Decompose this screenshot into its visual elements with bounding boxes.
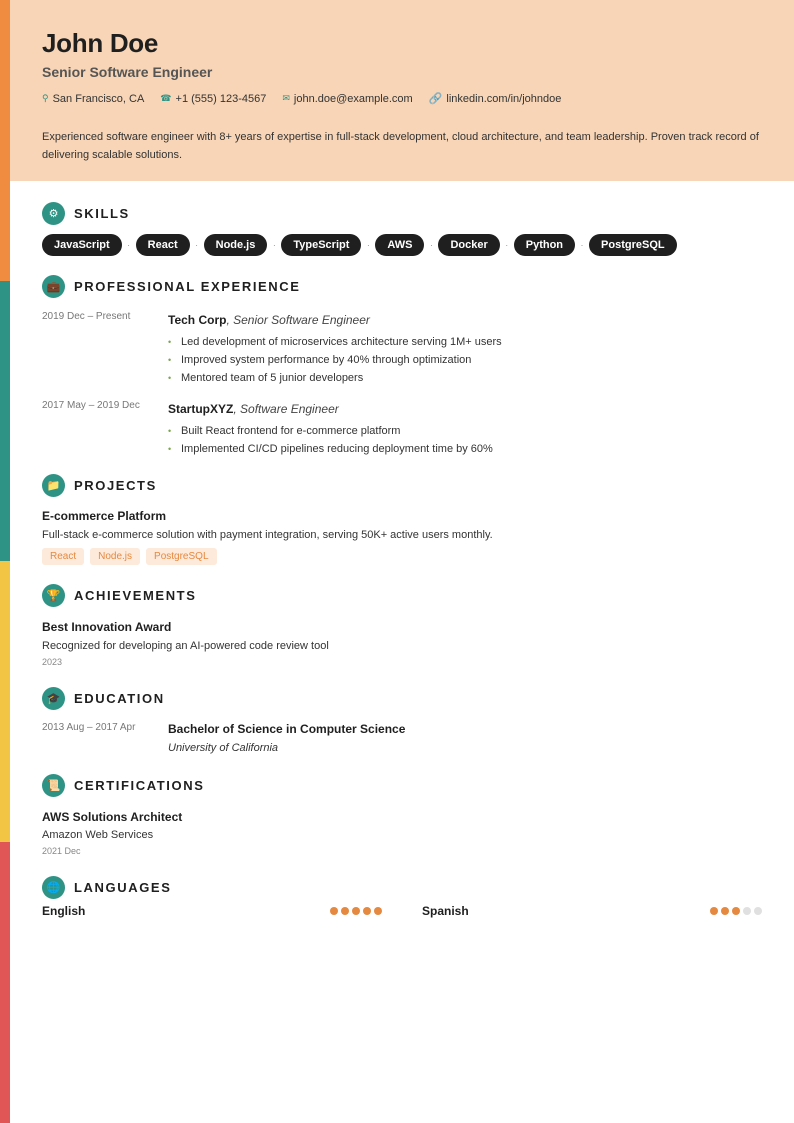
achievements-heading	[42, 583, 197, 607]
person-name: John Doe	[42, 28, 159, 58]
section-title: SKILLS	[74, 205, 130, 221]
skill-chip: Docker	[438, 234, 499, 256]
accent-stripe-teal	[0, 281, 10, 561]
level-dot	[710, 907, 718, 915]
job-role: Senior Software Engineer	[233, 313, 370, 327]
level-dot	[754, 907, 762, 915]
link-icon: 🔗	[428, 93, 443, 105]
skills-heading	[42, 201, 130, 225]
achievement-year: 2023	[42, 657, 63, 667]
language-level-dots	[330, 907, 382, 915]
section-title: ACHIEVEMENTS	[74, 587, 197, 603]
certificate-icon: 📜	[42, 774, 65, 797]
language-name: English	[42, 904, 86, 918]
job-company: StartupXYZ	[168, 402, 234, 416]
job-bullets	[168, 333, 758, 387]
certification-issuer: Amazon Web Services	[42, 829, 154, 841]
contact-email[interactable]	[282, 92, 412, 105]
skill-chip: PostgreSQL	[589, 234, 677, 256]
job-bullet: • Implemented CI/CD pipelines reducing deployment time by 60%	[168, 440, 758, 458]
education-heading	[42, 686, 165, 710]
achievement-title: Best Innovation Award	[42, 620, 172, 634]
languages-list	[42, 904, 764, 924]
certification-date: 2021 Dec	[42, 846, 81, 856]
education-date: 2013 Aug – 2017 Apr	[42, 722, 136, 733]
section-title: PROJECTS	[74, 477, 157, 493]
level-dot	[363, 907, 371, 915]
section-title: CERTIFICATIONS	[74, 777, 205, 793]
project-title: E-commerce Platform	[42, 509, 167, 523]
achievement-entry	[42, 620, 764, 667]
globe-icon: 🌐	[42, 876, 65, 899]
project-tags	[42, 548, 764, 565]
separator: ·	[195, 240, 199, 250]
languages-heading	[42, 875, 171, 899]
skill-chip: Python	[514, 234, 575, 256]
separator: ·	[429, 240, 433, 250]
separator: ·	[580, 240, 584, 250]
separator: ·	[366, 240, 370, 250]
language-level-dots	[710, 907, 762, 915]
certification-entry	[42, 810, 764, 856]
separator: ·	[127, 240, 131, 250]
contact-phone[interactable]	[160, 92, 266, 105]
resume-header	[10, 0, 794, 181]
level-dot	[341, 907, 349, 915]
job-role: Software Engineer	[240, 402, 339, 416]
job-bullet: • Improved system performance by 40% through optimization	[168, 351, 758, 369]
separator: ·	[505, 240, 509, 250]
job-bullet: • Mentored team of 5 junior developers	[168, 369, 758, 387]
briefcase-icon: 💼	[42, 275, 65, 298]
contact-location	[42, 92, 144, 105]
graduation-cap-icon: 🎓	[42, 687, 65, 710]
project-description: Full-stack e-commerce solution with payment integration, serving 50K+ active users monthly.	[42, 529, 493, 541]
project-tag: Node.js	[90, 548, 140, 565]
skill-chip: Node.js	[204, 234, 268, 256]
experience-heading	[42, 274, 301, 298]
section-title: LANGUAGES	[74, 879, 172, 895]
skill-chip: React	[136, 234, 190, 256]
contact-linkedin-text: linkedin.com/in/johndoe	[446, 92, 562, 105]
language-item	[42, 904, 382, 918]
level-dot	[352, 907, 360, 915]
job-company: Tech Corp	[168, 313, 227, 327]
job-date: 2019 Dec – Present	[42, 311, 131, 322]
trophy-icon: 🏆	[42, 584, 65, 607]
separator: ·	[272, 240, 276, 250]
contact-phone-text: +1 (555) 123-4567	[175, 92, 267, 105]
project-tag: React	[42, 548, 84, 565]
job-title: Senior Software Engineer	[42, 64, 213, 80]
folder-icon: 📁	[42, 474, 65, 497]
contact-linkedin[interactable]	[429, 92, 562, 105]
accent-stripe-red	[0, 842, 10, 1123]
projects-heading	[42, 473, 157, 497]
project-entry	[42, 509, 764, 565]
gear-icon: ⚙	[42, 202, 65, 225]
section-title: EDUCATION	[74, 690, 165, 706]
certification-title: AWS Solutions Architect	[42, 810, 183, 824]
contact-list	[42, 92, 762, 105]
contact-email-text: john.doe@example.com	[293, 92, 413, 105]
email-icon: ✉	[282, 93, 290, 103]
job-bullet: • Built React frontend for e-commerce platform	[168, 422, 758, 440]
achievement-description: Recognized for developing an AI-powered code review tool	[42, 640, 329, 652]
skill-chip: TypeScript	[281, 234, 361, 256]
project-tag: PostgreSQL	[146, 548, 216, 565]
education-degree: Bachelor of Science in Computer Science	[168, 722, 406, 736]
location-pin-icon: ⚲	[42, 93, 49, 103]
skill-chip: AWS	[375, 234, 424, 256]
language-name: Spanish	[422, 904, 469, 918]
education-school: University of California	[168, 742, 279, 754]
job-bullets	[168, 422, 758, 458]
level-dot	[330, 907, 338, 915]
contact-location-text: San Francisco, CA	[52, 92, 145, 105]
job-date: 2017 May – 2019 Dec	[42, 400, 140, 411]
skills-list	[42, 234, 677, 256]
skill-chip: JavaScript	[42, 234, 122, 256]
level-dot	[721, 907, 729, 915]
level-dot	[732, 907, 740, 915]
job-bullet: • Led development of microservices architecture serving 1M+ users	[168, 333, 758, 351]
phone-icon: ☎	[160, 93, 172, 103]
summary: Experienced software engineer with 8+ years of expertise in full-stack development, cloud architecture, and team leadership. Proven track record of delivering scalable solutions.	[42, 131, 759, 161]
language-item	[422, 904, 762, 918]
certifications-heading	[42, 773, 205, 797]
level-dot	[374, 907, 382, 915]
section-title: PROFESSIONAL EXPERIENCE	[74, 278, 301, 294]
level-dot	[743, 907, 751, 915]
accent-stripe-yellow	[0, 561, 10, 842]
accent-stripe-orange	[0, 0, 10, 281]
